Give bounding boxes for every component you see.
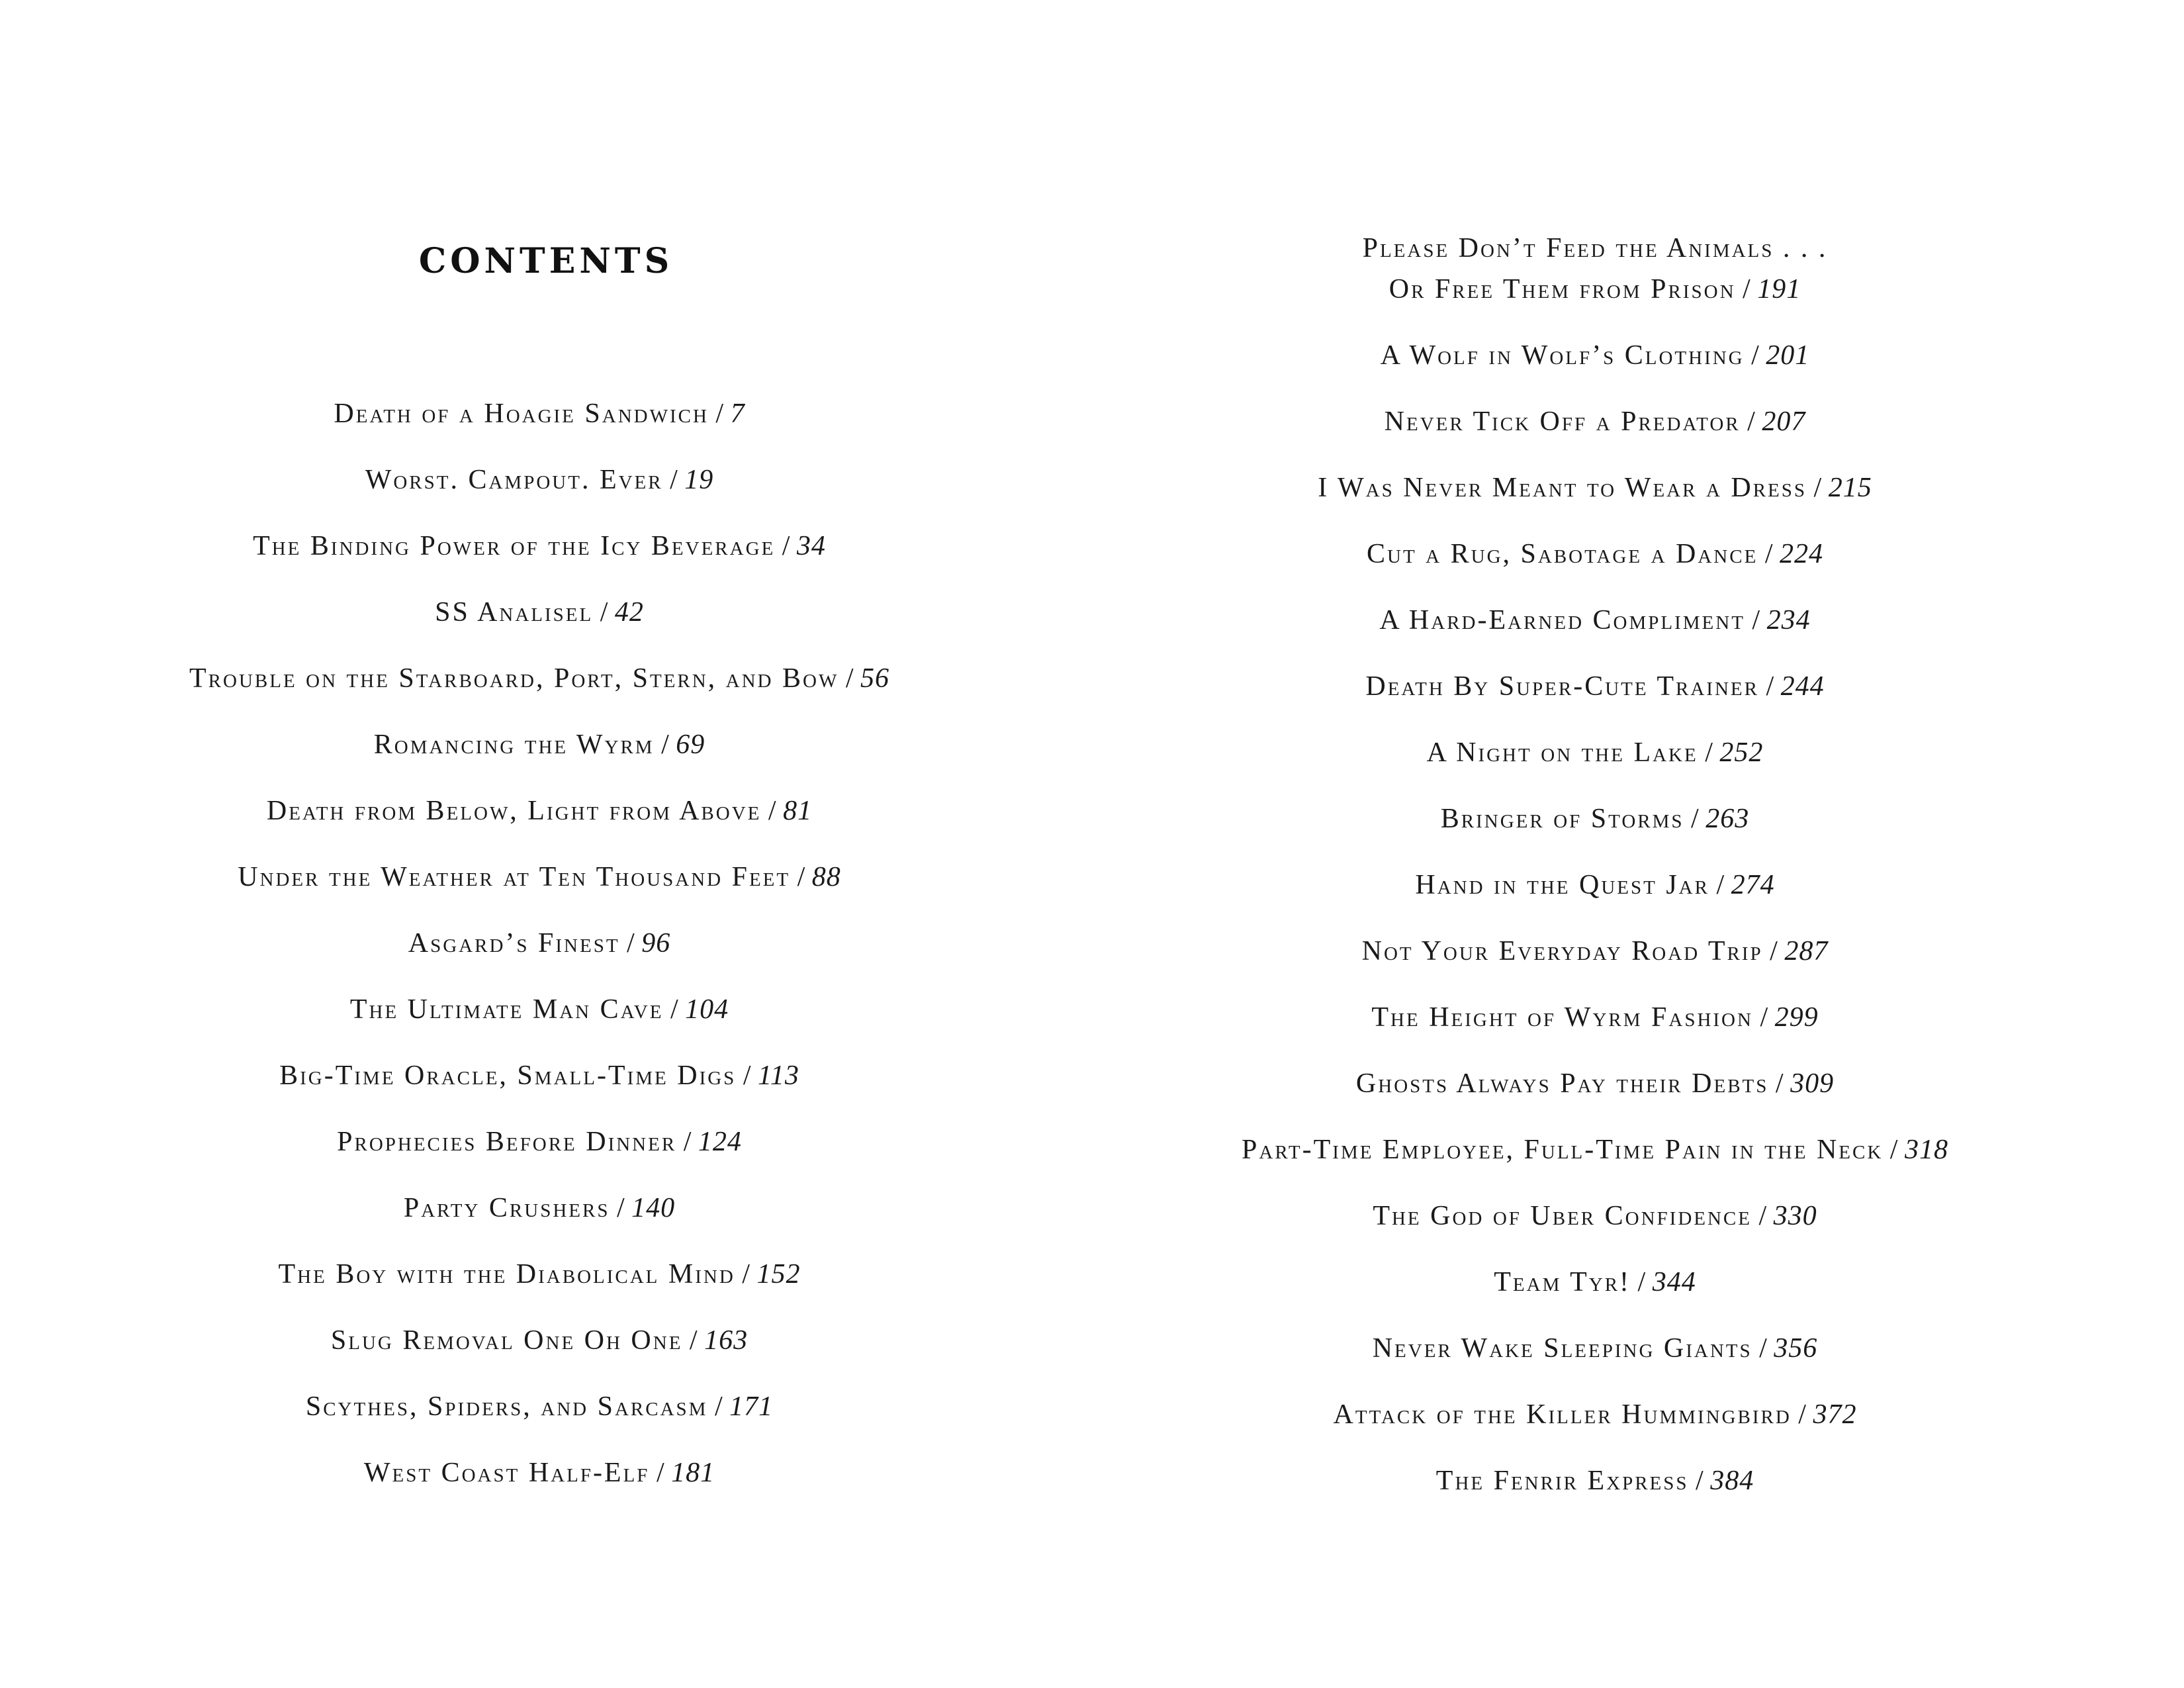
chapter-title: Prophecies Before Dinner: [337, 1127, 677, 1157]
page-number: 152: [756, 1259, 801, 1289]
page-number: 171: [729, 1391, 774, 1422]
toc-entry[interactable]: [0, 1320, 1085, 1361]
separator: /: [1752, 1002, 1775, 1033]
chapter-title-line1: Please Don’t Feed the Animals . . .: [1362, 233, 1828, 263]
page-number: 234: [1766, 605, 1811, 635]
toc-entry[interactable]: [1049, 798, 2141, 839]
page-number: 309: [1790, 1068, 1835, 1099]
chapter-title: West Coast Half-Elf: [363, 1458, 650, 1488]
toc-entry[interactable]: [1049, 1394, 2141, 1435]
separator: /: [1883, 1135, 1905, 1165]
page-number: 163: [704, 1325, 749, 1356]
page-number: 215: [1828, 473, 1872, 503]
toc-entry[interactable]: [1049, 228, 2141, 310]
toc-entry[interactable]: [1049, 1063, 2141, 1104]
separator: /: [682, 1325, 705, 1356]
separator: /: [1745, 605, 1767, 635]
toc-entry[interactable]: [0, 1254, 1085, 1295]
page-number: 69: [676, 729, 705, 760]
chapter-title: Team Tyr!: [1494, 1267, 1631, 1297]
separator: /: [1735, 274, 1758, 305]
toc-entry[interactable]: [1049, 1460, 2141, 1501]
page-number: 140: [631, 1193, 676, 1223]
chapter-title: Scythes, Spiders, and Sarcasm: [305, 1391, 708, 1422]
chapter-title: Cut a Rug, Sabotage a Dance: [1367, 539, 1758, 569]
toc-entry[interactable]: [1049, 666, 2141, 707]
separator: /: [593, 597, 615, 628]
page-number: 344: [1652, 1267, 1696, 1297]
page-number: 113: [757, 1060, 799, 1091]
chapter-title: Big-Time Oracle, Small-Time Digs: [279, 1060, 737, 1091]
chapter-title: Under the Weather at Ten Thousand Feet: [238, 862, 791, 892]
toc-entry[interactable]: [0, 989, 1085, 1030]
page-number: 263: [1706, 804, 1750, 834]
separator: /: [736, 1060, 758, 1091]
chapter-title: Worst. Campout. Ever: [365, 465, 663, 495]
separator: /: [1698, 737, 1720, 768]
chapter-title: SS Analisel: [435, 597, 594, 628]
separator: /: [1791, 1399, 1813, 1430]
page-number: 201: [1766, 340, 1810, 371]
toc-entry[interactable]: [1049, 1129, 2141, 1170]
separator: /: [1807, 473, 1829, 503]
toc-entry[interactable]: [1049, 865, 2141, 906]
toc-entry[interactable]: [0, 1452, 1085, 1493]
separator: /: [1684, 804, 1706, 834]
chapter-title: The Binding Power of the Icy Beverage: [253, 531, 776, 561]
page-number: 244: [1780, 671, 1825, 702]
separator: /: [761, 796, 784, 826]
chapter-title: The Boy with the Diabolical Mind: [278, 1259, 735, 1289]
chapter-title: I Was Never Meant to Wear a Dress: [1318, 473, 1807, 503]
page-number: 372: [1813, 1399, 1857, 1430]
separator: /: [1631, 1267, 1653, 1297]
page-number: 42: [614, 597, 644, 628]
page-number: 330: [1773, 1201, 1817, 1231]
separator: /: [1752, 1201, 1774, 1231]
separator: /: [839, 663, 860, 694]
chapter-title: The Ultimate Man Cave: [349, 994, 664, 1025]
toc-entry[interactable]: [0, 724, 1085, 765]
chapter-title: Bringer of Storms: [1440, 804, 1684, 834]
page-number: 274: [1731, 870, 1775, 900]
page-number: 318: [1904, 1135, 1948, 1165]
toc-entry[interactable]: [1049, 401, 2141, 442]
chapter-title: A Night on the Lake: [1426, 737, 1698, 768]
toc-entry[interactable]: [0, 1055, 1085, 1096]
separator: /: [790, 862, 812, 892]
toc-entry[interactable]: [1049, 1196, 2141, 1237]
separator: /: [663, 994, 686, 1025]
toc-entry[interactable]: [1049, 931, 2141, 972]
page-number: 56: [860, 663, 889, 694]
chapter-title: Not Your Everyday Road Trip: [1361, 936, 1763, 966]
chapter-title: Attack of the Killer Hummingbird: [1333, 1399, 1792, 1430]
chapter-title: Party Crushers: [403, 1193, 610, 1223]
separator: /: [1762, 936, 1785, 966]
separator: /: [662, 465, 685, 495]
chapter-title: Never Wake Sleeping Giants: [1372, 1333, 1752, 1364]
page-number: 81: [783, 796, 813, 826]
chapter-title: The Height of Wyrm Fashion: [1371, 1002, 1753, 1033]
page-number: 181: [671, 1458, 715, 1488]
separator: /: [649, 1458, 672, 1488]
page-number: 299: [1774, 1002, 1819, 1033]
separator: /: [654, 729, 676, 760]
page-number: 252: [1719, 737, 1764, 768]
separator: /: [1758, 539, 1780, 569]
page-number: 356: [1774, 1333, 1818, 1364]
chapter-title: Death By Super-Cute Trainer: [1365, 671, 1759, 702]
toc-entry[interactable]: [0, 1121, 1085, 1162]
page-number: 224: [1779, 539, 1823, 569]
separator: /: [610, 1193, 632, 1223]
toc-entry[interactable]: [0, 790, 1085, 831]
chapter-title-line2: Or Free Them from Prison: [1388, 274, 1736, 305]
separator: /: [775, 531, 797, 561]
separator: /: [619, 928, 642, 959]
page-number: 191: [1757, 274, 1801, 305]
toc-entry[interactable]: [0, 393, 1085, 434]
toc-entry[interactable]: [0, 1188, 1085, 1229]
separator: /: [1740, 406, 1762, 437]
separator: /: [708, 399, 731, 429]
page-title: contents: [418, 228, 674, 285]
toc-entry[interactable]: [0, 658, 1085, 699]
chapter-title: A Hard-Earned Compliment: [1379, 605, 1745, 635]
chapter-title: Death of a Hoagie Sandwich: [334, 399, 709, 429]
toc-list-left: [0, 393, 1092, 1519]
toc-entry[interactable]: [1049, 600, 2141, 641]
page-number: 104: [685, 994, 729, 1025]
chapter-title: Ghosts Always Pay their Debts: [1355, 1068, 1769, 1099]
page-number: 34: [796, 531, 826, 561]
toc-list-right: [1092, 228, 2184, 1526]
page-number: 124: [698, 1127, 742, 1157]
toc-entry[interactable]: [0, 526, 1085, 567]
separator: /: [1752, 1333, 1774, 1364]
toc-entry[interactable]: [0, 592, 1085, 633]
separator: /: [1709, 870, 1731, 900]
page-number: 207: [1762, 406, 1806, 437]
toc-entry[interactable]: [1049, 534, 2141, 575]
separator: /: [1688, 1466, 1711, 1496]
separator: /: [735, 1259, 757, 1289]
chapter-title: A Wolf in Wolf’s Clothing: [1380, 340, 1745, 371]
right-page: [1092, 0, 2184, 1688]
toc-entry[interactable]: [0, 857, 1085, 898]
chapter-title: The God of Uber Confidence: [1373, 1201, 1752, 1231]
chapter-title: Death from Below, Light from Above: [266, 796, 762, 826]
chapter-title: Part-Time Employee, Full-Time Pain in the Neck: [1242, 1135, 1884, 1165]
chapter-title: Asgard’s Finest: [408, 928, 620, 959]
toc-entry[interactable]: [1049, 467, 2141, 508]
separator: /: [707, 1391, 730, 1422]
page-number: 96: [641, 928, 671, 959]
separator: /: [1744, 340, 1766, 371]
separator: /: [676, 1127, 698, 1157]
page-number: 287: [1784, 936, 1829, 966]
chapter-title: Slug Removal One Oh One: [330, 1325, 683, 1356]
toc-entry[interactable]: [0, 923, 1085, 964]
chapter-title: Romancing the Wyrm: [373, 729, 655, 760]
page-number: 19: [684, 465, 714, 495]
chapter-title: The Fenrir Express: [1435, 1466, 1689, 1496]
separator: /: [1768, 1068, 1791, 1099]
separator: /: [1758, 671, 1781, 702]
toc-entry[interactable]: [0, 1386, 1085, 1427]
toc-entry[interactable]: [1049, 1262, 2141, 1303]
toc-entry[interactable]: [1049, 335, 2141, 376]
chapter-title: Never Tick Off a Predator: [1384, 406, 1741, 437]
page-number: 7: [730, 399, 745, 429]
toc-entry[interactable]: [1049, 732, 2141, 773]
toc-entry[interactable]: [1049, 1328, 2141, 1369]
toc-entry[interactable]: [1049, 997, 2141, 1038]
toc-entry[interactable]: [0, 459, 1085, 500]
chapter-title: Hand in the Quest Jar: [1415, 870, 1709, 900]
page-number: 88: [811, 862, 841, 892]
page-number: 384: [1710, 1466, 1754, 1496]
chapter-title: Trouble on the Starboard, Port, Stern, and Bow: [189, 663, 839, 694]
